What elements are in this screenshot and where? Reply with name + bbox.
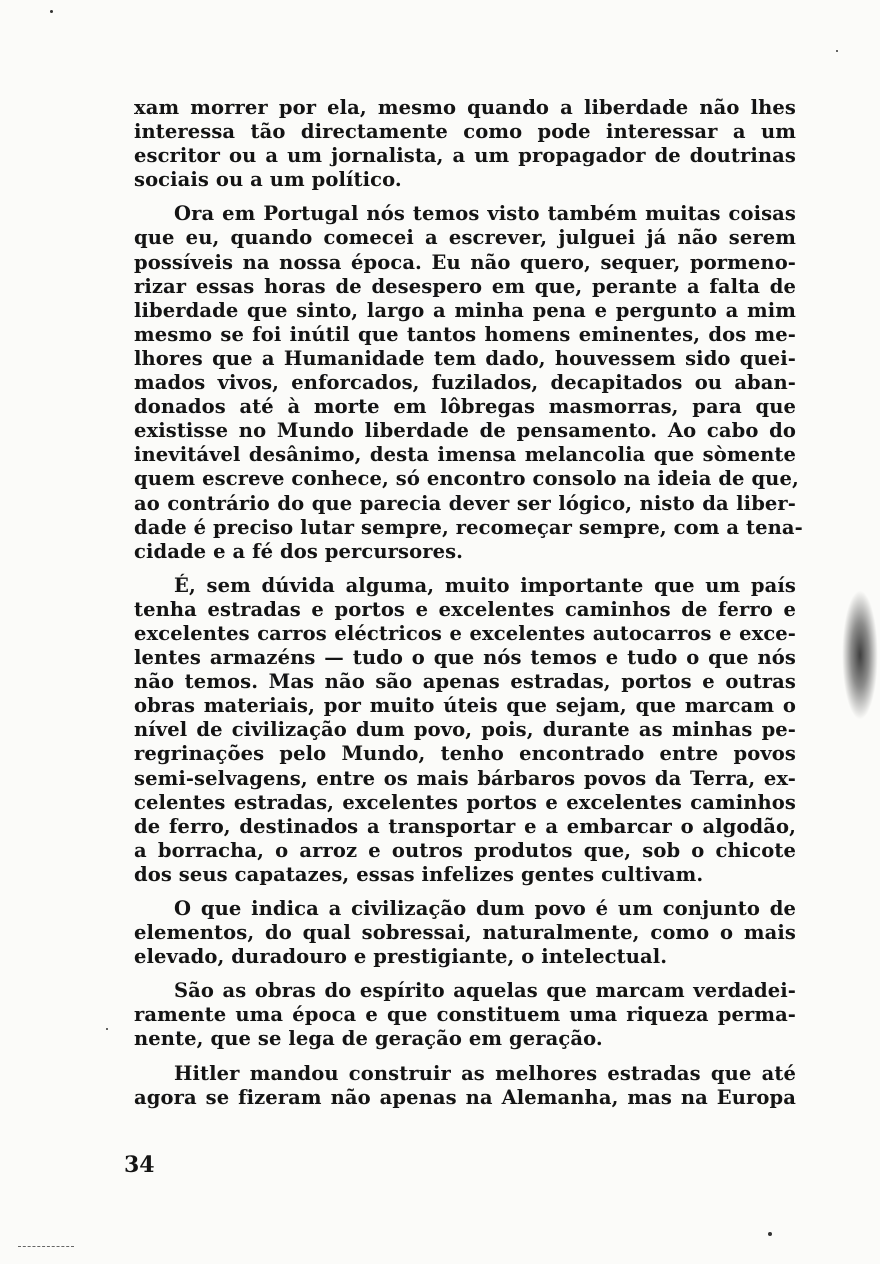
text-line: agora se fizeram não apenas na Alemanha, mas na Europa: [134, 1085, 796, 1109]
text-line: escritor ou a um jornalista, a um propagador de doutrinas: [134, 144, 796, 168]
paragraph: [134, 979, 796, 1051]
paragraph: [134, 574, 796, 887]
scan-smudge: [842, 590, 878, 720]
text-line: O que indica a civilização dum povo é um conjunto de: [174, 897, 796, 920]
scan-speck: [50, 10, 53, 13]
text-line: rizar essas horas de desespero em que, perante a falta de: [134, 274, 796, 298]
text-line: sociais ou a um político.: [134, 168, 402, 192]
text-line: liberdade que sinto, largo a minha pena e pergunto a mim: [134, 298, 796, 322]
text-line: lhores que a Humanidade tem dado, houvessem sido quei-: [134, 346, 796, 370]
body-text: [134, 96, 803, 1110]
text-line: inevitável desânimo, desta imensa melancolia que sòmente: [134, 443, 796, 467]
page-number: 34: [124, 1152, 155, 1178]
text-line: existisse no Mundo liberdade de pensamento. Ao cabo do: [134, 419, 796, 443]
text-line: mados vivos, enforcados, fuzilados, decapitados ou aban-: [134, 371, 796, 395]
text-line: xam morrer por ela, mesmo quando a liberdade não lhes: [134, 96, 796, 119]
text-line: dos seus capatazes, essas infelizes gentes cultivam.: [134, 862, 704, 886]
text-line: Hitler mandou construir as melhores estradas que até: [174, 1061, 796, 1085]
text-line: São as obras do espírito aquelas que marcam verdadei-: [174, 979, 796, 1003]
text-line: obras materiais, por muito úteis que sejam, que marcam o: [134, 694, 796, 718]
text-line: que eu, quando comecei a escrever, julguei já não serem: [134, 226, 796, 250]
text-line: dade é preciso lutar sempre, recomeçar sempre, com a tena-: [134, 515, 803, 539]
text-line: elementos, do qual sobressai, naturalmente, como o mais: [134, 921, 796, 945]
text-line: regrinações pelo Mundo, tenho encontrado entre povos: [134, 742, 796, 766]
text-line: É, sem dúvida alguma, muito importante que um país: [174, 573, 796, 597]
text-line: nente, que se lega de geração em geração.: [134, 1027, 603, 1051]
text-line: possíveis na nossa época. Eu não quero, sequer, pormeno-: [134, 250, 796, 274]
text-line: celentes estradas, excelentes portos e excelentes caminhos: [134, 790, 796, 814]
scan-mark: [18, 1246, 74, 1248]
text-line: lentes armazéns — tudo o que nós temos e tudo o que nós: [134, 646, 796, 670]
text-line: cidade e a fé dos percursores.: [134, 539, 464, 563]
text-line: Ora em Portugal nós temos visto também muitas coisas: [174, 202, 796, 226]
text-line: semi-selvagens, entre os mais bárbaros povos da Terra, ex-: [134, 766, 796, 790]
text-line: de ferro, destinados a transportar e a embarcar o algodão,: [134, 814, 796, 838]
text-line: excelentes carros eléctricos e excelentes autocarros e exce-: [134, 621, 796, 645]
paragraph: [134, 897, 796, 969]
text-line: interessa tão directamente como pode interessar a um: [134, 120, 796, 144]
text-line: quem escreve conhece, só encontro consolo na ideia de que,: [134, 467, 799, 491]
text-line: a borracha, o arroz e outros produtos que, sob o chicote: [134, 838, 796, 862]
text-line: elevado, duradouro e prestigiante, o intelectual.: [134, 945, 668, 969]
text-line: donados até à morte em lôbregas masmorras, para que: [134, 395, 796, 419]
text-line: nível de civilização dum povo, pois, durante as minhas pe-: [134, 718, 796, 742]
text-line: ramente uma época e que constituem uma riqueza perma-: [134, 1003, 796, 1027]
scan-speck: [768, 1232, 772, 1236]
scan-speck: [836, 50, 838, 52]
paragraph: [134, 96, 796, 192]
text-line: não temos. Mas não são apenas estradas, portos e outras: [134, 670, 796, 694]
text-line: tenha estradas e portos e excelentes caminhos de ferro e: [134, 597, 796, 621]
scan-speck: [106, 1028, 108, 1030]
text-line: mesmo se foi inútil que tantos homens eminentes, dos me-: [134, 322, 796, 346]
paragraph: [134, 202, 803, 563]
paragraph: [134, 1062, 796, 1110]
text-line: ao contrário do que parecia dever ser lógico, nisto da liber-: [134, 491, 796, 515]
